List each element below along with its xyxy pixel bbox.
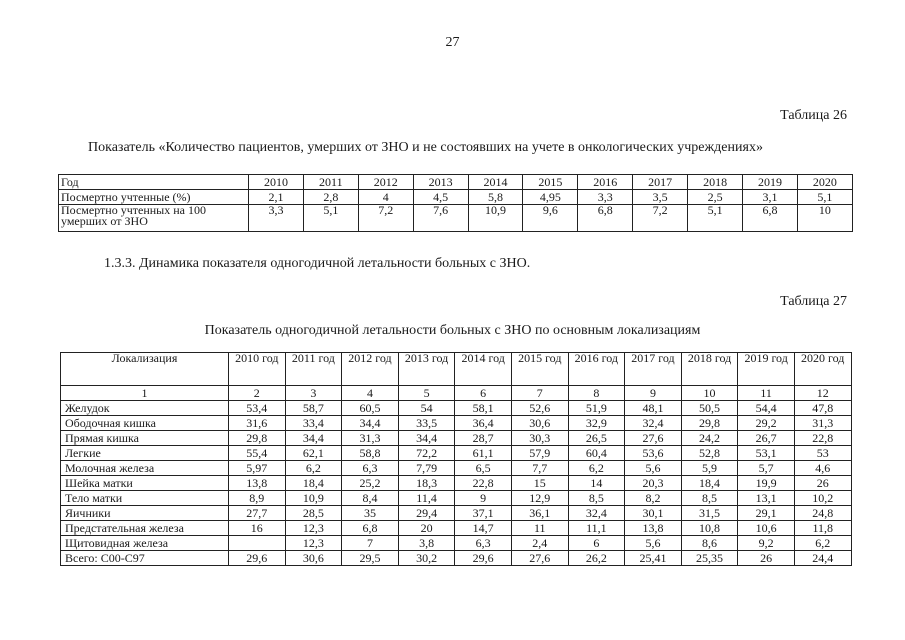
value-cell: 2,5 (688, 190, 743, 205)
year-header-cell: 2016 год (568, 353, 625, 386)
value-cell: 11,8 (794, 521, 851, 536)
value-cell: 6,2 (794, 536, 851, 551)
year-header-cell: 2014 год (455, 353, 512, 386)
column-index-cell: 10 (681, 386, 738, 401)
value-cell: 26 (738, 551, 795, 566)
localization-cell: Яичники (61, 506, 229, 521)
value-cell: 52,6 (511, 401, 568, 416)
value-cell: 48,1 (625, 401, 682, 416)
value-cell: 20 (398, 521, 455, 536)
year-header-cell: 2018 год (681, 353, 738, 386)
value-cell: 10,9 (285, 491, 342, 506)
year-header-cell: 2011 год (285, 353, 342, 386)
value-cell: 10,6 (738, 521, 795, 536)
year-cell: 2015 (523, 175, 578, 190)
value-cell: 19,9 (738, 476, 795, 491)
value-cell: 12,3 (285, 521, 342, 536)
row-label-cell: Посмертно учтенных на 100 умерших от ЗНО (59, 205, 249, 232)
value-cell: 4,95 (523, 190, 578, 205)
value-cell: 22,8 (794, 431, 851, 446)
value-cell: 5,1 (688, 205, 743, 232)
value-cell: 58,1 (455, 401, 512, 416)
column-index-cell: 6 (455, 386, 512, 401)
localization-cell: Молочная железа (61, 461, 229, 476)
value-cell: 37,1 (455, 506, 512, 521)
value-cell: 22,8 (455, 476, 512, 491)
value-cell: 31,3 (794, 416, 851, 431)
value-cell: 52,8 (681, 446, 738, 461)
value-cell: 3,3 (249, 205, 304, 232)
value-cell: 13,8 (229, 476, 286, 491)
table-26-title: Показатель «Количество пациентов, умерших от ЗНО и не состоявших на учете в онкологических учреждениях» (88, 140, 763, 155)
value-cell: 25,41 (625, 551, 682, 566)
year-header-cell: Год (59, 175, 249, 190)
value-cell: 36,4 (455, 416, 512, 431)
value-cell: 10,9 (468, 205, 523, 232)
value-cell: 60,4 (568, 446, 625, 461)
table-row (61, 506, 852, 521)
value-cell: 5,97 (229, 461, 286, 476)
value-cell: 9,2 (738, 536, 795, 551)
table-27 (60, 352, 852, 566)
year-cell: 2011 (303, 175, 358, 190)
column-index-cell: 7 (511, 386, 568, 401)
value-cell: 12,9 (511, 491, 568, 506)
value-cell: 13,1 (738, 491, 795, 506)
table-row (61, 491, 852, 506)
value-cell: 8,5 (681, 491, 738, 506)
value-cell: 53 (794, 446, 851, 461)
table-row (61, 476, 852, 491)
value-cell: 32,9 (568, 416, 625, 431)
value-cell: 8,5 (568, 491, 625, 506)
year-header-cell: 2020 год (794, 353, 851, 386)
value-cell: 29,8 (681, 416, 738, 431)
value-cell: 5,9 (681, 461, 738, 476)
value-cell: 58,7 (285, 401, 342, 416)
value-cell: 2,1 (249, 190, 304, 205)
value-cell: 10 (797, 205, 852, 232)
value-cell: 7,2 (633, 205, 688, 232)
table-row (61, 386, 852, 401)
year-cell: 2018 (688, 175, 743, 190)
year-cell: 2020 (797, 175, 852, 190)
value-cell: 32,4 (568, 506, 625, 521)
value-cell: 20,3 (625, 476, 682, 491)
year-cell: 2017 (633, 175, 688, 190)
year-cell: 2016 (578, 175, 633, 190)
value-cell: 18,4 (681, 476, 738, 491)
value-cell: 3,5 (633, 190, 688, 205)
value-cell: 5,1 (303, 205, 358, 232)
value-cell: 6,2 (568, 461, 625, 476)
value-cell: 25,2 (342, 476, 399, 491)
value-cell: 9,6 (523, 205, 578, 232)
year-header-cell: 2017 год (625, 353, 682, 386)
value-cell: 24,8 (794, 506, 851, 521)
row-label-cell: Посмертно учтенные (%) (59, 190, 249, 205)
column-index-cell: 2 (229, 386, 286, 401)
section-heading: 1.3.3. Динамика показателя одногодичной летальности больных с ЗНО. (104, 256, 531, 271)
table-row (61, 431, 852, 446)
value-cell: 15 (511, 476, 568, 491)
table-row (61, 401, 852, 416)
value-cell: 28,7 (455, 431, 512, 446)
value-cell: 33,5 (398, 416, 455, 431)
localization-header-cell: Локализация (61, 353, 229, 386)
value-cell: 18,4 (285, 476, 342, 491)
year-header-cell: 2010 год (229, 353, 286, 386)
table-row (61, 446, 852, 461)
localization-cell: Желудок (61, 401, 229, 416)
value-cell: 5,6 (625, 461, 682, 476)
value-cell: 25,35 (681, 551, 738, 566)
table-27-label: Таблица 27 (780, 294, 847, 309)
value-cell: 54 (398, 401, 455, 416)
value-cell: 5,8 (468, 190, 523, 205)
value-cell: 7,7 (511, 461, 568, 476)
column-index-cell: 8 (568, 386, 625, 401)
year-cell: 2012 (358, 175, 413, 190)
table-row (61, 551, 852, 566)
value-cell: 4,6 (794, 461, 851, 476)
value-cell: 29,4 (398, 506, 455, 521)
value-cell: 14 (568, 476, 625, 491)
value-cell: 54,4 (738, 401, 795, 416)
value-cell: 34,4 (285, 431, 342, 446)
value-cell: 5,1 (797, 190, 852, 205)
value-cell: 8,9 (229, 491, 286, 506)
value-cell: 11 (511, 521, 568, 536)
value-cell: 29,6 (455, 551, 512, 566)
value-cell: 12,3 (285, 536, 342, 551)
year-header-cell: 2013 год (398, 353, 455, 386)
value-cell: 18,3 (398, 476, 455, 491)
value-cell: 29,1 (738, 506, 795, 521)
value-cell: 8,4 (342, 491, 399, 506)
value-cell: 30,6 (511, 416, 568, 431)
value-cell: 47,8 (794, 401, 851, 416)
year-cell: 2010 (249, 175, 304, 190)
value-cell: 61,1 (455, 446, 512, 461)
table-row (59, 205, 853, 232)
value-cell: 6,3 (342, 461, 399, 476)
value-cell: 29,6 (229, 551, 286, 566)
table-row (61, 461, 852, 476)
localization-cell: Шейка матки (61, 476, 229, 491)
value-cell: 4,5 (413, 190, 468, 205)
value-cell: 7,6 (413, 205, 468, 232)
value-cell: 36,1 (511, 506, 568, 521)
localization-cell: Всего: С00-С97 (61, 551, 229, 566)
value-cell: 60,5 (342, 401, 399, 416)
year-cell: 2013 (413, 175, 468, 190)
value-cell: 6,8 (743, 205, 798, 232)
value-cell: 51,9 (568, 401, 625, 416)
value-cell: 26,2 (568, 551, 625, 566)
value-cell: 2,8 (303, 190, 358, 205)
table-row (61, 353, 852, 386)
localization-cell: Ободочная кишка (61, 416, 229, 431)
value-cell: 10,8 (681, 521, 738, 536)
value-cell: 34,4 (398, 431, 455, 446)
value-cell: 27,6 (625, 431, 682, 446)
value-cell: 34,4 (342, 416, 399, 431)
value-cell: 6 (568, 536, 625, 551)
column-index-cell: 11 (738, 386, 795, 401)
localization-cell: Прямая кишка (61, 431, 229, 446)
localization-cell: Тело матки (61, 491, 229, 506)
value-cell: 58,8 (342, 446, 399, 461)
value-cell: 4 (358, 190, 413, 205)
value-cell: 2,4 (511, 536, 568, 551)
value-cell: 8,2 (625, 491, 682, 506)
value-cell: 53,4 (229, 401, 286, 416)
value-cell: 7,2 (358, 205, 413, 232)
value-cell: 6,5 (455, 461, 512, 476)
value-cell: 33,4 (285, 416, 342, 431)
table-row (59, 190, 853, 205)
value-cell: 26 (794, 476, 851, 491)
value-cell: 7,79 (398, 461, 455, 476)
table-26 (58, 174, 853, 232)
value-cell: 27,6 (511, 551, 568, 566)
value-cell: 62,1 (285, 446, 342, 461)
value-cell: 32,4 (625, 416, 682, 431)
table-26-label: Таблица 26 (780, 108, 847, 123)
value-cell: 11,4 (398, 491, 455, 506)
column-index-cell: 4 (342, 386, 399, 401)
value-cell: 6,8 (342, 521, 399, 536)
column-index-cell: 9 (625, 386, 682, 401)
value-cell: 6,3 (455, 536, 512, 551)
value-cell: 26,5 (568, 431, 625, 446)
value-cell: 11,1 (568, 521, 625, 536)
table-row (61, 521, 852, 536)
value-cell: 16 (229, 521, 286, 536)
table-27-title: Показатель одногодичной летальности больных с ЗНО по основным локализациям (204, 323, 701, 338)
value-cell: 10,2 (794, 491, 851, 506)
page-number: 27 (445, 35, 460, 50)
value-cell: 26,7 (738, 431, 795, 446)
value-cell (229, 536, 286, 551)
value-cell: 31,3 (342, 431, 399, 446)
column-index-cell: 3 (285, 386, 342, 401)
localization-cell: Предстательная железа (61, 521, 229, 536)
value-cell: 9 (455, 491, 512, 506)
value-cell: 14,7 (455, 521, 512, 536)
value-cell: 5,6 (625, 536, 682, 551)
value-cell: 57,9 (511, 446, 568, 461)
year-header-cell: 2012 год (342, 353, 399, 386)
value-cell: 30,6 (285, 551, 342, 566)
value-cell: 30,1 (625, 506, 682, 521)
year-header-cell: 2015 год (511, 353, 568, 386)
value-cell: 5,7 (738, 461, 795, 476)
column-index-cell: 1 (61, 386, 229, 401)
value-cell: 29,2 (738, 416, 795, 431)
value-cell: 8,6 (681, 536, 738, 551)
value-cell: 30,2 (398, 551, 455, 566)
table-row (61, 416, 852, 431)
column-index-cell: 5 (398, 386, 455, 401)
year-cell: 2019 (743, 175, 798, 190)
value-cell: 28,5 (285, 506, 342, 521)
localization-cell: Щитовидная железа (61, 536, 229, 551)
value-cell: 7 (342, 536, 399, 551)
value-cell: 27,7 (229, 506, 286, 521)
value-cell: 6,2 (285, 461, 342, 476)
value-cell: 6,8 (578, 205, 633, 232)
value-cell: 50,5 (681, 401, 738, 416)
year-cell: 2014 (468, 175, 523, 190)
column-index-cell: 12 (794, 386, 851, 401)
value-cell: 29,5 (342, 551, 399, 566)
value-cell: 3,1 (743, 190, 798, 205)
value-cell: 13,8 (625, 521, 682, 536)
value-cell: 35 (342, 506, 399, 521)
value-cell: 30,3 (511, 431, 568, 446)
year-header-cell: 2019 год (738, 353, 795, 386)
table-row (59, 175, 853, 190)
value-cell: 72,2 (398, 446, 455, 461)
value-cell: 55,4 (229, 446, 286, 461)
value-cell: 29,8 (229, 431, 286, 446)
value-cell: 31,5 (681, 506, 738, 521)
value-cell: 3,8 (398, 536, 455, 551)
table-row (61, 536, 852, 551)
value-cell: 53,6 (625, 446, 682, 461)
value-cell: 24,2 (681, 431, 738, 446)
value-cell: 31,6 (229, 416, 286, 431)
value-cell: 3,3 (578, 190, 633, 205)
localization-cell: Легкие (61, 446, 229, 461)
value-cell: 24,4 (794, 551, 851, 566)
value-cell: 53,1 (738, 446, 795, 461)
